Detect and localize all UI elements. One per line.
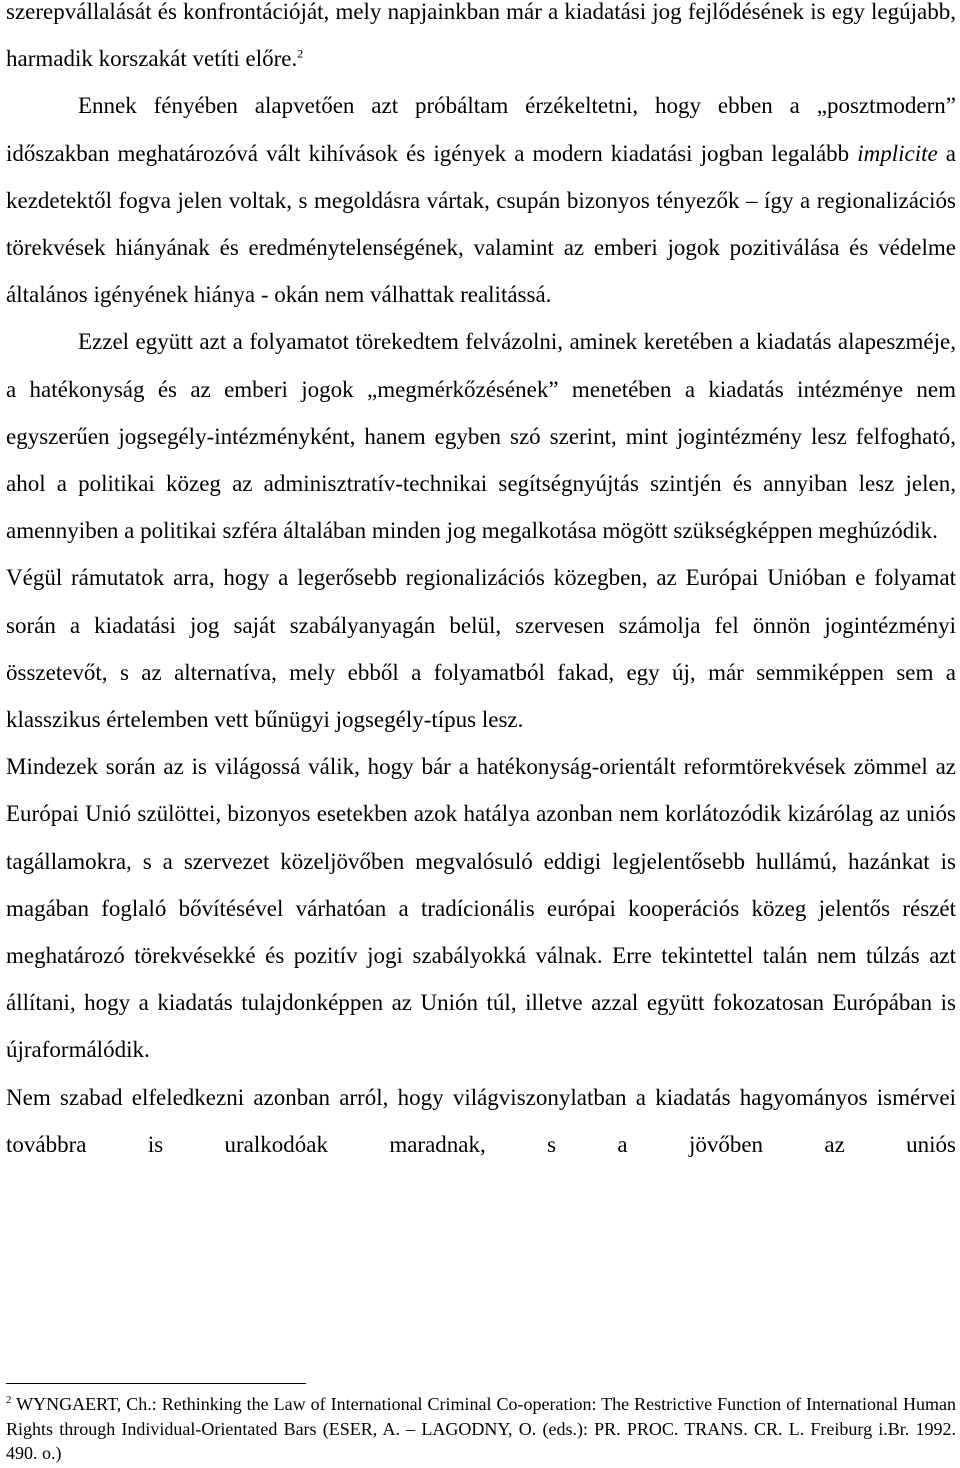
document-page [6,0,956,1168]
paragraph [6,1074,956,1168]
paragraph [6,743,956,1073]
body-text [6,0,956,1168]
footnote-reference[interactable]: 2 [297,46,304,61]
paragraph [6,82,956,318]
footnote-number: 2 [6,1394,12,1406]
italic-term: implicite [857,140,938,166]
paragraph-text: Nem szabad elfeledkezni azonban arról, hogy világviszonylatban a kiadatás hagyományos ismérvei továbbra is uralkodóak maradnak, s a jövőben az uniós [6,1084,956,1157]
footnote-text: WYNGAERT, Ch.: Rethinking the Law of International Criminal Co-operation: The Restrictive Function of International Human Rights through Individual-Orientated Bars (ESER, A. – LAGODNY, O. (eds.): PR. PROC. TRANS. CR. L. Freiburg i.Br. 1992. 490. o.) [6,1394,956,1463]
paragraph-continuation [6,0,956,82]
paragraph-text: Mindezek során az is világossá válik, hogy bár a hatékonyság-orientált reformtörekvések zömmel az Európai Unió szülöttei, bizonyos esetekben azok hatálya azonban nem korlátozódik kizárólag az uniós tagállamokra, s a szervezet közeljövőben megvalósuló eddigi legjelentősebb hullámú, hazánkat is magában foglaló bővítésével várhatóan a tradícionális európai kooperációs közeg jelentős részét meghatározó törekvésekké és pozitív jogi szabályokká válnak. Erre tekintettel talán nem túlzás azt állítani, hogy a kiadatás tulajdonképpen az Unión túl, illetve azzal együtt fokozatosan Európában is újraformálódik. [6,754,956,1063]
paragraph-text: Végül rámutatok arra, hogy a legerősebb regionalizációs közegben, az Európai Unióban e folyamat során a kiadatási jog saját szabályanyagán belül, szervesen számolja fel önnön jogintézményi összetevőt, s az alternatíva, mely ebből a folyamatból fakad, egy új, már semmiképpen sem a klasszikus értelemben vett bűnügyi jogsegély-típus lesz. [6,565,956,733]
paragraph-text: Ennek fényében alapvetően azt próbáltam érzékeltetni, hogy ebben a „posztmodern” időszakban meghatározóvá vált kihívások és igények a modern kiadatási jogban legalább [6,93,956,166]
footnote-separator [6,1383,306,1384]
paragraph-text: a kezdetektől fogva jelen voltak, s megoldásra vártak, csupán bizonyos tényezők – így a regionalizációs törekvések hiányának és eredménytelenségének, valamint az emberi jogok pozitiválása és védelme általános igényének hiánya - okán nem válhattak realitássá. [6,140,956,308]
paragraph [6,554,956,743]
paragraph [6,318,956,554]
paragraph-text: Ezzel együtt azt a folyamatot törekedtem felvázolni, aminek keretében a kiadatás alapeszméje, a hatékonyság és az emberi jogok „megmérkőzésének” menetében a kiadatás intézménye nem egyszerűen jogsegély-intézményként, hanem egyben szó szerint, mint jogintézmény lesz felfogható, ahol a politikai közeg az adminisztratív-technikai segítségnyújtás szintjén és annyiban lesz jelen, amennyiben a politikai szféra általában minden jog megalkotása mögött szükségképpen meghúzódik. [6,329,956,544]
footnote [6,1392,956,1466]
paragraph-text: szerepvállalását és konfrontációját, mely napjainkban már a kiadatási jog fejlődésének is egy legújabb, harmadik korszakát vetíti előre. [6,0,956,72]
